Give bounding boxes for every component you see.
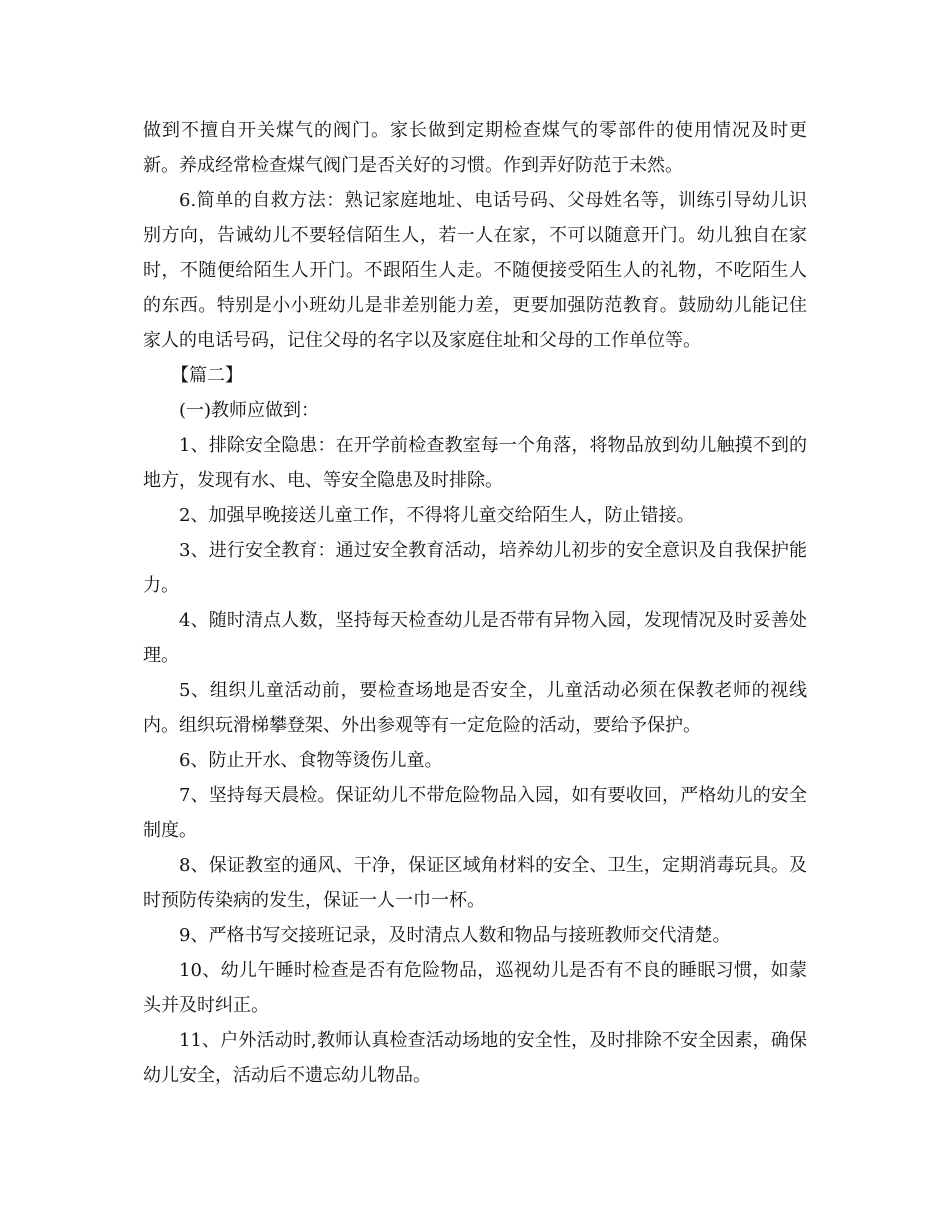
list-item-10: 10、幼儿午睡时检查是否有危险物品，巡视幼儿是否有不良的睡眠习惯，如蒙头并及时纠正。 — [143, 960, 807, 1016]
subheading-teacher-duties: (一)教师应做到： — [179, 400, 320, 421]
list-item-7: 7、坚持每天晨检。保证幼儿不带危险物品入园，如有要收回，严格幼儿的安全制度。 — [143, 785, 807, 841]
paragraph-gas-valve-continuation: 做到不擅自开关煤气的阀门。家长做到定期检查煤气的零部件的使用情况及时更新。养成经常检查煤气阀门是否关好的习惯。作到弄好防范于未然。 — [143, 120, 807, 176]
list-item-9: 9、严格书写交接班记录，及时清点人数和物品与接班教师交代清楚。 — [179, 925, 731, 946]
list-item-2: 2、加强早晚接送儿童工作，不得将儿童交给陌生人，防止错接。 — [179, 505, 695, 526]
paragraph-self-rescue: 6.简单的自救方法：熟记家庭地址、电话号码、父母姓名等，训练引导幼儿识别方向，告诫幼儿不要轻信陌生人，若一人在家，不可以随意开门。幼儿独自在家时，不随便给陌生人开门。不跟陌生人走。不随便接受陌生人的礼物，不吃陌生人的东西。特别是小小班幼儿是非差别能力差，更要加强防范教育。鼓励幼儿能记住家人的电话号码，记住父母的名字以及家庭住址和父母的工作单位等。 — [143, 190, 807, 351]
list-item-5: 5、组织儿童活动前，要检查场地是否安全，儿童活动必须在保教老师的视线内。组织玩滑梯攀登架、外出参观等有一定危险的活动，要给予保护。 — [143, 680, 807, 736]
list-item-6: 6、防止开水、食物等烫伤儿童。 — [179, 750, 443, 771]
list-item-8: 8、保证教室的通风、干净，保证区域角材料的安全、卫生，定期消毒玩具。及时预防传染病的发生，保证一人一巾一杯。 — [143, 855, 807, 911]
list-item-1: 1、排除安全隐患：在开学前检查教室每一个角落，将物品放到幼儿触摸不到的地方，发现有水、电、等安全隐患及时排除。 — [143, 435, 807, 491]
list-item-11: 11、户外活动时,教师认真检查活动场地的安全性，及时排除不安全因素，确保幼儿安全，活动后不遗忘幼儿物品。 — [143, 1030, 807, 1086]
document-body — [143, 113, 807, 1093]
list-item-4: 4、随时清点人数，坚持每天检查幼儿是否带有异物入园，发现情况及时妥善处理。 — [143, 610, 807, 666]
list-item-3: 3、进行安全教育：通过安全教育活动，培养幼儿初步的安全意识及自我保护能力。 — [143, 540, 807, 596]
section-heading-part-two: 【篇二】 — [171, 365, 243, 386]
